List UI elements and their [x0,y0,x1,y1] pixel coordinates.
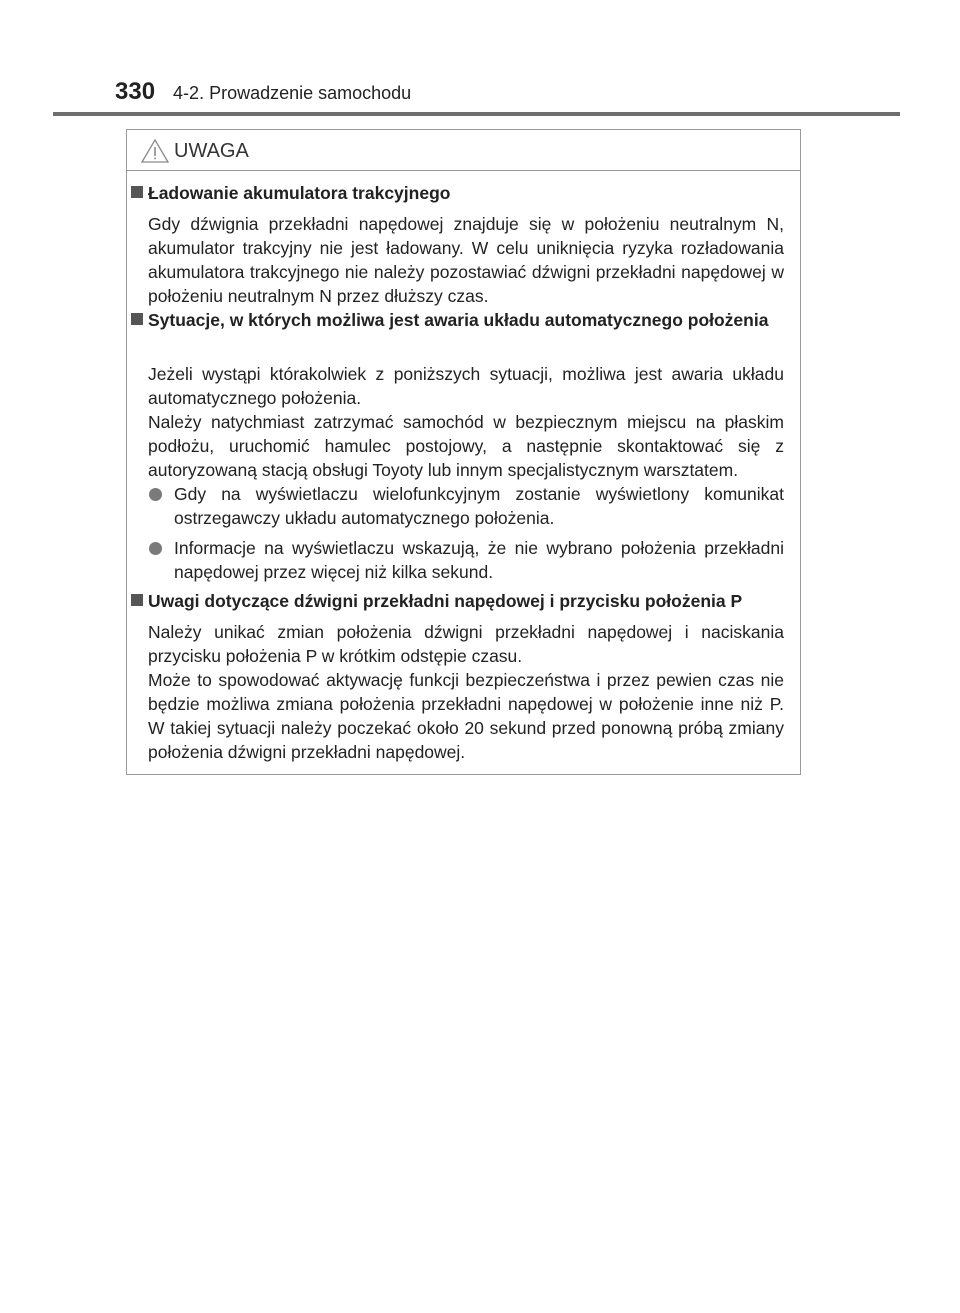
list-item: Gdy na wyświetlaczu wielofunkcyjnym zostanie wyświetlony komunikat ostrzegawczy układu automatycznego położenia. [148,482,784,530]
section-heading: Uwagi dotyczące dźwigni przekładni napędowej i przycisku położenia P [127,589,800,613]
header-rule [53,112,900,116]
square-bullet-icon [131,313,143,325]
paragraph: Jeżeli wystąpi którakolwiek z poniższych sytuacji, możliwa jest awaria układu automatycznego położenia. [148,364,784,408]
section-heading: Ładowanie akumulatora trakcyjnego [127,181,800,205]
section-heading: Sytuacje, w których możliwa jest awaria układu automatycznego położenia [127,308,800,332]
paragraph: Może to spowodować aktywację funkcji bezpieczeństwa i przez pewien czas nie będzie możliwa zmiana położenia przekładni napędowej w położenie inne niż P. W takiej sytuacji należy poczekać około 20 sekund przed ponowną próbą zmiany położenia dźwigni przekładni napędowej. [148,670,784,762]
round-bullet-icon [149,488,162,501]
warning-title: UWAGA [174,140,249,162]
section-title: 4-2. Prowadzenie samochodu [173,83,412,103]
list-item: Informacje na wyświetlaczu wskazują, że nie wybrano położenia przekładni napędowej przez więcej niż kilka sekund. [148,536,784,584]
page-header [115,78,411,110]
warning-triangle-icon [141,139,169,163]
page-number: 330 [115,78,156,105]
warning-header [127,130,800,171]
paragraph: Należy natychmiast zatrzymać samochód w bezpiecznym miejscu na płaskim podłożu, uruchomić hamulec postojowy, a następnie skontaktować się z autoryzowaną stacją obsługi Toyoty lub innym specjalistycznym warsztatem. [148,412,784,480]
paragraph: Gdy dźwignia przekładni napędowej znajduje się w położeniu neutralnym N, akumulator trakcyjny nie jest ładowany. W celu uniknięcia ryzyka rozładowania akumulatora trakcyjnego nie należy pozostawiać dźwigni przekładni napędowej w położeniu neutralnym N przez dłuższy czas. [148,214,784,306]
square-bullet-icon [131,594,143,606]
square-bullet-icon [131,186,143,198]
paragraph: Należy unikać zmian położenia dźwigni przekładni napędowej i naciskania przycisku położenia P w krótkim odstępie czasu. [148,622,784,666]
warning-box [126,129,801,775]
round-bullet-icon [149,542,162,555]
